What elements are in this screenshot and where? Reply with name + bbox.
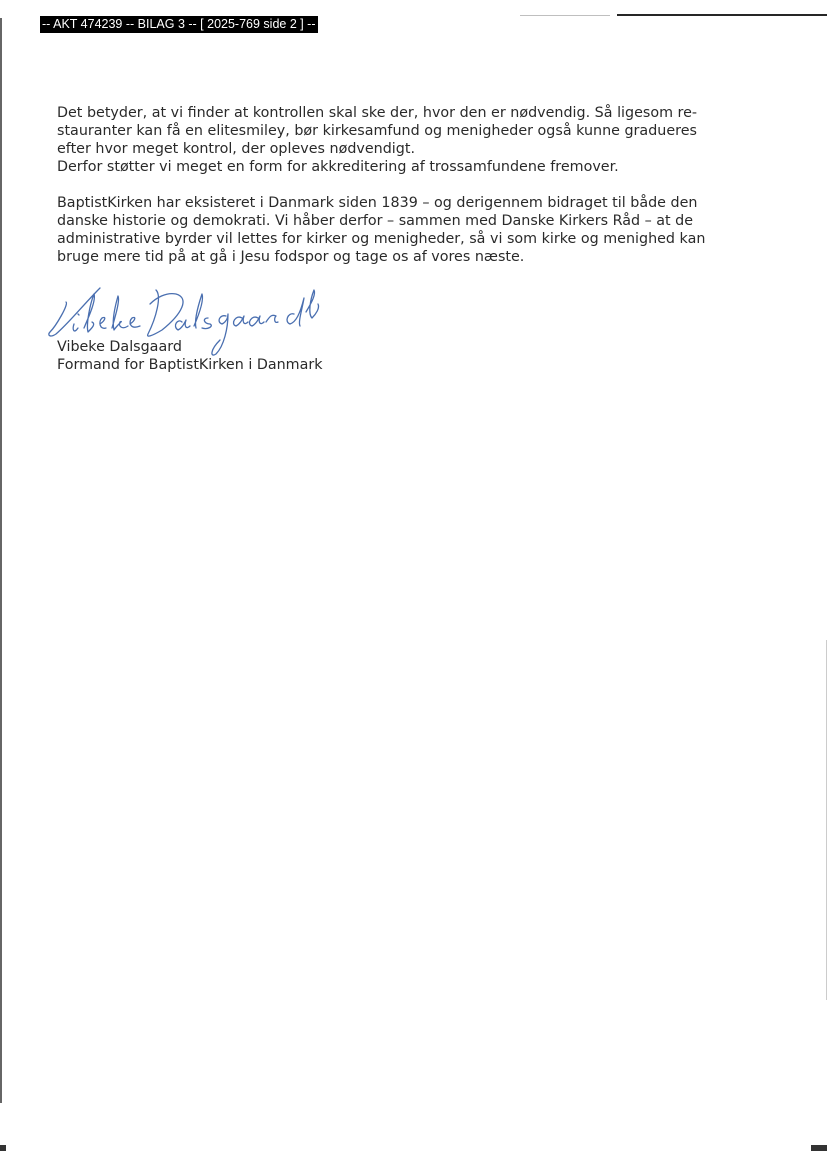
scan-mark-bottom-left (0, 1145, 6, 1151)
paragraph-control: Det betyder, at vi finder at kontrollen skal ske der, hvor den er nødvendig. Så ligesom re- stauranter kan få en elitesmiley, bør kirkesamfund og menigheder også kunne gradueres efter hvor meget kontrol, der opleves nødvendigt. (57, 105, 698, 157)
scan-edge-top-mid (520, 15, 610, 16)
paragraph-accreditation: Derfor støtter vi meget en form for akkreditering af trossamfundene fremover. (57, 159, 619, 175)
document-stamp: -- AKT 474239 -- BILAG 3 -- [ 2025-769 side 2 ] -- (42, 17, 316, 31)
signer-title: Formand for BaptistKirken i Danmark (57, 357, 323, 373)
scan-mark-bottom-right (811, 1145, 827, 1151)
letter-body (57, 104, 747, 266)
paragraph-gap (57, 176, 747, 194)
signer-name: Vibeke Dalsgaard (57, 339, 182, 355)
signer-block (57, 338, 323, 374)
paragraph-baptistkirken: BaptistKirken har eksisteret i Danmark siden 1839 – og derigennem bidraget til både den danske historie og demokrati. Vi håber derfor – sammen med Danske Kirkers Råd – at de administrative byrder vil lettes for kirker og menigheder, så vi som kirke og menighed kan bruge mere tid på at gå i Jesu fodspor og tage os af vores næste. (57, 195, 706, 265)
scan-edge-left (0, 18, 2, 1103)
scan-edge-top-right (617, 14, 827, 16)
